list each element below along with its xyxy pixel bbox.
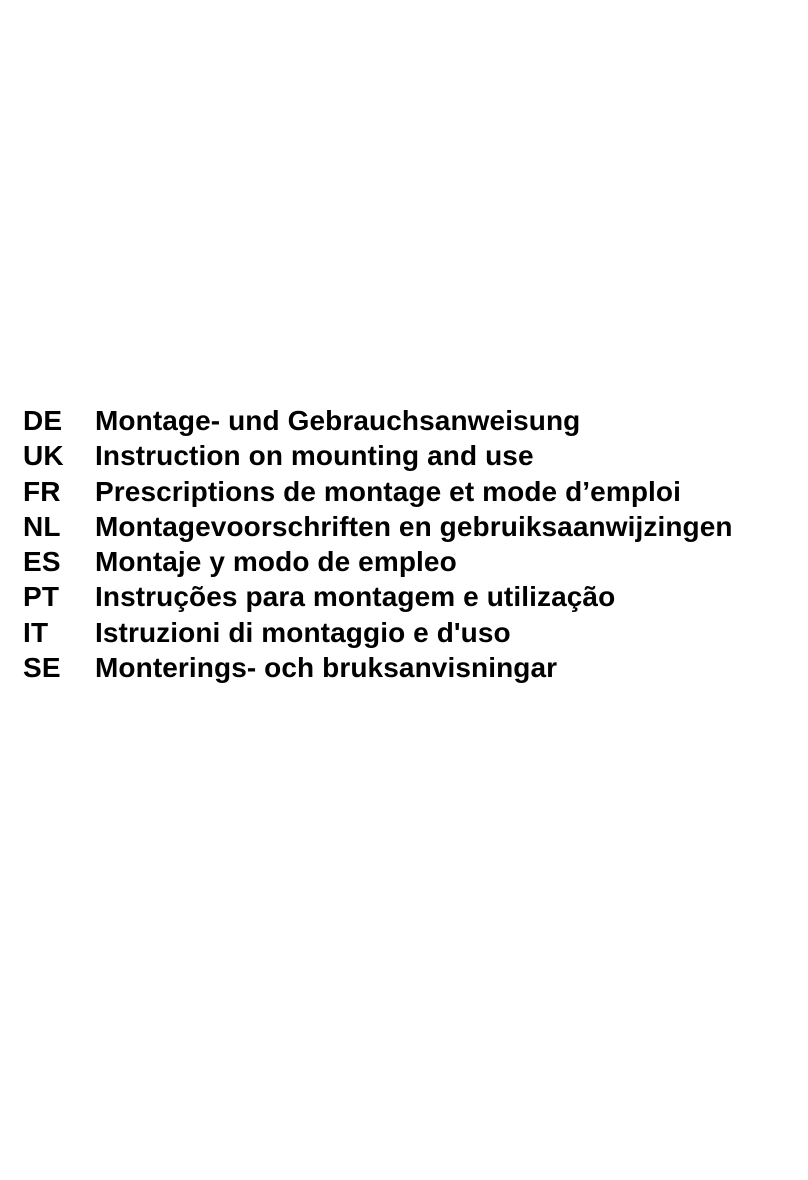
language-code: ES xyxy=(23,546,61,578)
language-row-it xyxy=(23,617,803,652)
language-title: Montage- und Gebrauchsanweisung xyxy=(95,405,581,436)
language-title: Prescriptions de montage et mode d’emploi xyxy=(95,475,681,507)
language-row-de xyxy=(23,405,803,440)
language-code: UK xyxy=(23,440,64,472)
language-code: PT xyxy=(23,581,60,613)
language-row-nl xyxy=(23,511,803,546)
language-title: Istruzioni di montaggio e d'uso xyxy=(95,616,511,648)
language-title: Instruction on mounting and use xyxy=(95,440,534,472)
language-row-fr xyxy=(23,476,803,511)
language-title: Monterings- och bruksanvisningar xyxy=(95,652,558,684)
language-list xyxy=(23,405,803,687)
language-code: SE xyxy=(23,652,61,684)
language-code: NL xyxy=(23,510,61,542)
language-row-es xyxy=(23,546,803,581)
language-title: Instruções para montagem e utilização xyxy=(95,581,616,613)
language-row-se xyxy=(23,652,803,687)
language-title: Montaje y modo de empleo xyxy=(95,546,457,578)
language-row-uk xyxy=(23,440,803,475)
language-code: FR xyxy=(23,475,61,507)
language-row-pt xyxy=(23,581,803,616)
language-code: DE xyxy=(23,405,63,436)
language-title: Montagevoorschriften en gebruiksaanwijzingen xyxy=(95,510,733,542)
language-code: IT xyxy=(23,616,49,648)
